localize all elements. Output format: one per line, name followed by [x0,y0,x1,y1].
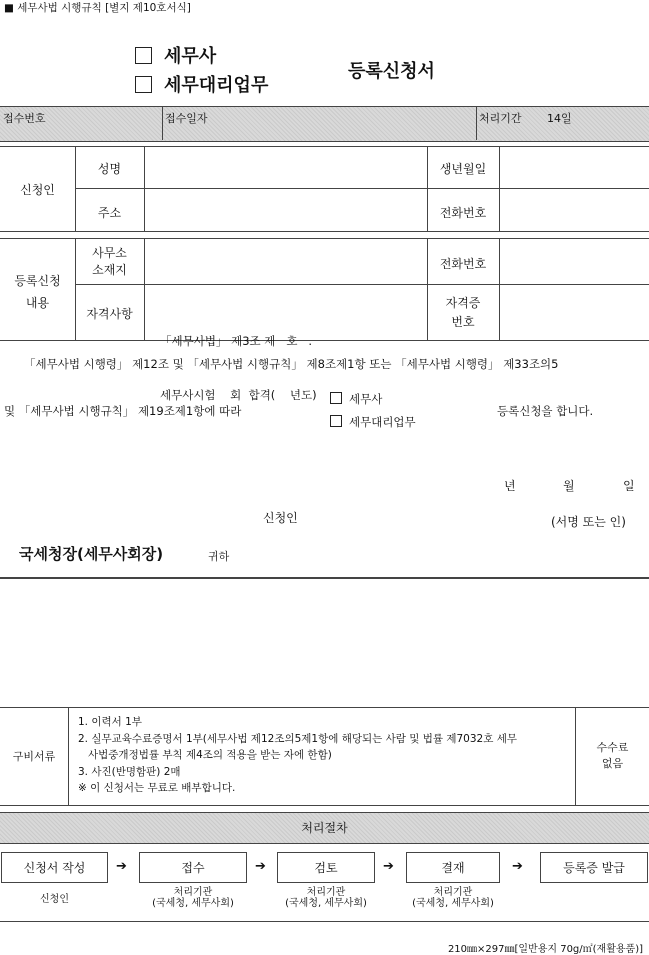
statement-line-1: 「세무사법 시행령」 제12조 및 「세무사법 시행규칙」 제8조제1항 또는 「세무사법 시행령」 제33조의5 [24,357,559,371]
type-option-tax-accountant[interactable]: 세무사 [135,42,216,68]
address-label: 주소 [97,206,122,220]
free-distribution-note: ※ 이 신청서는 무료로 배부합니다. [78,782,236,794]
step-write-application: 신청서 작성 [1,852,108,883]
address-field[interactable] [145,189,426,231]
type-option-tax-agency[interactable]: 세무대리업무 [135,71,268,97]
processing-period-label: 처리기간 [479,112,522,125]
paper-spec-footer: 210㎜×297㎜[일반용지 70g/㎡(재활용품)] [447,944,643,955]
birthdate-label: 생년월일 [439,162,487,176]
office-location-field[interactable] [145,239,426,284]
step-receipt: 접수 [139,852,247,883]
signature-hint: (서명 또는 인) [551,515,626,529]
procedure-title-bar [0,812,649,844]
statement-suffix: 등록신청을 합니다. [497,404,594,418]
receipt-number-label: 접수번호 [3,112,46,125]
qualification-label: 자격사항 [86,307,133,321]
right-arrow-icon: ➔ [116,859,127,874]
right-arrow-icon: ➔ [255,859,266,874]
applicant-section-label: 신청인 [20,183,55,197]
form-reference-note: ■ 세무사법 시행규칙 [별지 제10호서식] [4,2,191,14]
procedure-title: 처리절차 [301,821,348,835]
right-arrow-icon: ➔ [383,859,394,874]
addressee-suffix: 귀하 [208,550,230,563]
addressee-name: 국세청장(세무사회장) [19,545,164,563]
statement-line-2: 및 「세무사법 시행규칙」 제19조제1항에 따라 [4,404,242,418]
form-title: 등록신청서 [348,61,435,82]
checkbox-icon[interactable] [135,76,152,93]
name-field[interactable] [145,147,426,188]
applicant-phone-field[interactable] [500,189,649,231]
fee-cell [576,740,649,772]
documents-list [78,714,517,797]
office-phone-field[interactable] [500,239,649,284]
fee-value: 없음 [601,757,624,770]
checkbox-icon[interactable] [330,392,342,404]
step-review: 검토 [277,852,375,883]
fee-label: 수수료 [596,741,629,754]
signature-applicant-label: 신청인 [263,511,298,525]
actor-applicant: 신청인 [40,894,69,905]
right-arrow-icon: ➔ [512,859,523,874]
office-phone-label: 전화번호 [439,257,487,271]
qualification-field[interactable]: 「세무사법」 제3조 제 호 . 세무사시험 회 합격( 년도) [160,334,317,402]
statement-option-tax-agency[interactable]: 세무대리업무 [330,414,416,430]
document-item-1: 1. 이력서 1부 [78,716,142,728]
statement-option-tax-accountant[interactable]: 세무사 [330,391,382,407]
certificate-number-label: 자격증 번호 [445,296,481,329]
checkbox-icon[interactable] [330,415,342,427]
actor-office-receipt: 처리기관 (국세청, 세무사회) [152,887,234,909]
date-month-label: 월 [563,479,575,493]
step-approval: 결재 [406,852,500,883]
office-location-label: 사무소 소재지 [92,246,127,277]
applicant-phone-label: 전화번호 [439,206,487,220]
date-year-label: 년 [504,479,516,493]
actor-office-approval: 처리기관 (국세청, 세무사회) [412,887,494,909]
registration-section-label: 등록신청 내용 [14,274,61,310]
birthdate-field[interactable] [500,147,649,188]
certificate-number-field[interactable] [500,285,649,340]
actor-office-review: 처리기관 (국세청, 세무사회) [285,887,367,909]
step-issue-certificate: 등록증 발급 [540,852,648,883]
document-item-3: 3. 사진(반명함판) 2매 [78,765,181,778]
document-item-2: 2. 실무교육수료증명서 1부(세무사법 제12조의5제1항에 해당되는 사람 및 법률 제7032호 세무 [78,732,517,745]
processing-period-value: 14일 [547,112,572,125]
documents-label: 구비서류 [12,750,56,763]
receipt-date-label: 접수일자 [165,112,208,125]
checkbox-icon[interactable] [135,47,152,64]
date-day-label: 일 [623,479,635,493]
name-label: 성명 [97,162,122,176]
document-item-2-continued: 사법중개정법률 부칙 제4조의 적용을 받는 자에 한함) [88,749,332,761]
